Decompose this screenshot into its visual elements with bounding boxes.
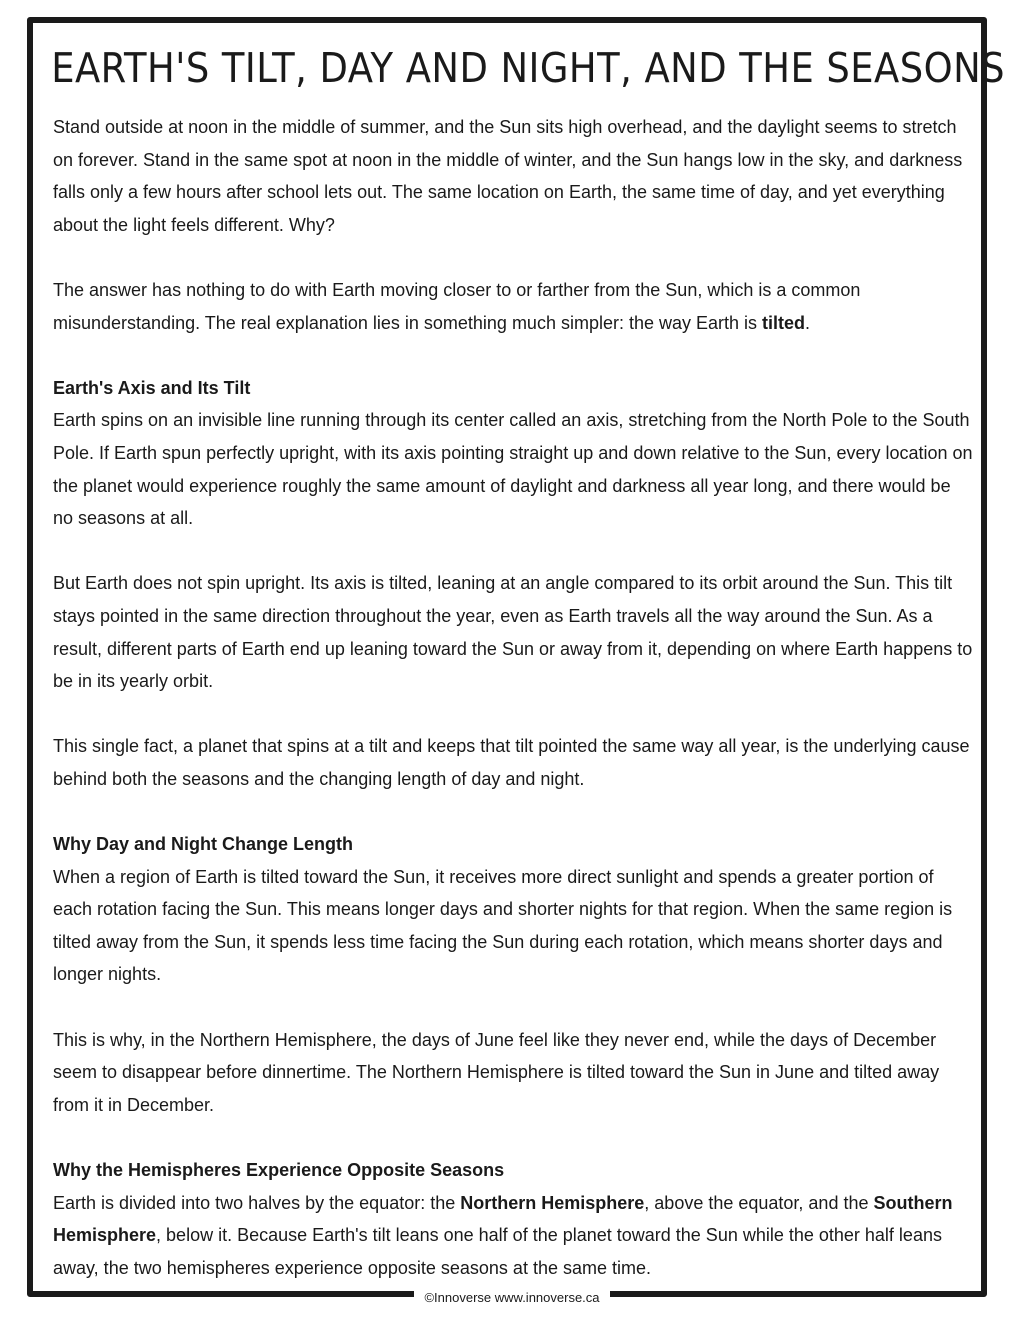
hemispheres-text-a: Earth is divided into two halves by the equator: the xyxy=(53,1192,461,1213)
intro-paragraph-2-end: . xyxy=(805,312,811,333)
hemispheres-text-b: , above the equator, and the xyxy=(644,1192,874,1213)
section-heading-axis: Earth's Axis and Its Tilt xyxy=(53,377,251,398)
hemispheres-paragraph-1 xyxy=(53,1187,973,1285)
section-heading-day-night: Why Day and Night Change Length xyxy=(53,834,353,855)
tilted-emphasis: tilted xyxy=(762,312,806,333)
northern-hemisphere-emphasis: Northern Hemisphere xyxy=(460,1192,645,1213)
section-heading-hemispheres: Why the Hemispheres Experience Opposite Seasons xyxy=(53,1160,505,1180)
intro-paragraph-1: Stand outside at noon in the middle of summer, and the Sun sits high overhead, and the daylight seems to stretch on forever. Stand in the same spot at noon in the middle of winter, and the Sun hangs low in the sky, and darkness falls only a few hours after school lets out. The same location on Earth, the same time of day, and yet everything about the light feels different. Why? xyxy=(53,117,963,235)
article-body xyxy=(53,111,973,1284)
southern-hemisphere-emphasis: Southern Hemisphere xyxy=(53,1192,953,1246)
axis-paragraph-3: This single fact, a planet that spins at a tilt and keeps that tilt pointed the same way all year, is the underlying cause behind both the seasons and the changing length of day and night. xyxy=(53,736,970,789)
copyright-footer: ©Innoverse www.innoverse.ca xyxy=(414,1288,610,1308)
axis-paragraph-1: Earth spins on an invisible line running through its center called an axis, stretching from the North Pole to the South Pole. If Earth spun perfectly upright, with its axis pointing straight up and down relative to the Sun, every location on the planet would experience roughly the same amount of daylight and darkness all year long, and there would be no seasons at all. xyxy=(53,410,973,529)
intro-paragraph-2 xyxy=(53,274,973,339)
hemispheres-text-c: , below it. Because Earth's tilt leans one half of the planet toward the Sun while the other half leans away, the two hemispheres experience opposite seasons at the same time. xyxy=(53,1225,942,1278)
page-title: EARTH'S TILT, DAY AND NIGHT, AND THE SEASONS xyxy=(51,44,1006,92)
axis-paragraph-2: But Earth does not spin upright. Its axis is tilted, leaning at an angle compared to its orbit around the Sun. This tilt stays pointed in the same direction throughout the year, even as Earth travels all the way around the Sun. As a result, different parts of Earth end up leaning toward the Sun or away from it, depending on where Earth happens to be in its yearly orbit. xyxy=(53,573,973,692)
intro-paragraph-2-text: The answer has nothing to do with Earth moving closer to or farther from the Sun, which is a common misunderstanding. The real explanation lies in something much simpler: the way Earth is xyxy=(53,279,861,333)
day-night-paragraph-2: This is why, in the Northern Hemisphere, the days of June feel like they never end, while the days of December seem to disappear before dinnertime. The Northern Hemisphere is tilted toward the Sun in June and tilted away from it in December. xyxy=(53,1029,940,1115)
day-night-paragraph-1: When a region of Earth is tilted toward the Sun, it receives more direct sunlight and spends a greater portion of each rotation facing the Sun. This means longer days and shorter nights for that region. When the same region is tilted away from the Sun, it spends less time facing the Sun during each rotation, which means shorter days and longer nights. xyxy=(53,866,953,985)
